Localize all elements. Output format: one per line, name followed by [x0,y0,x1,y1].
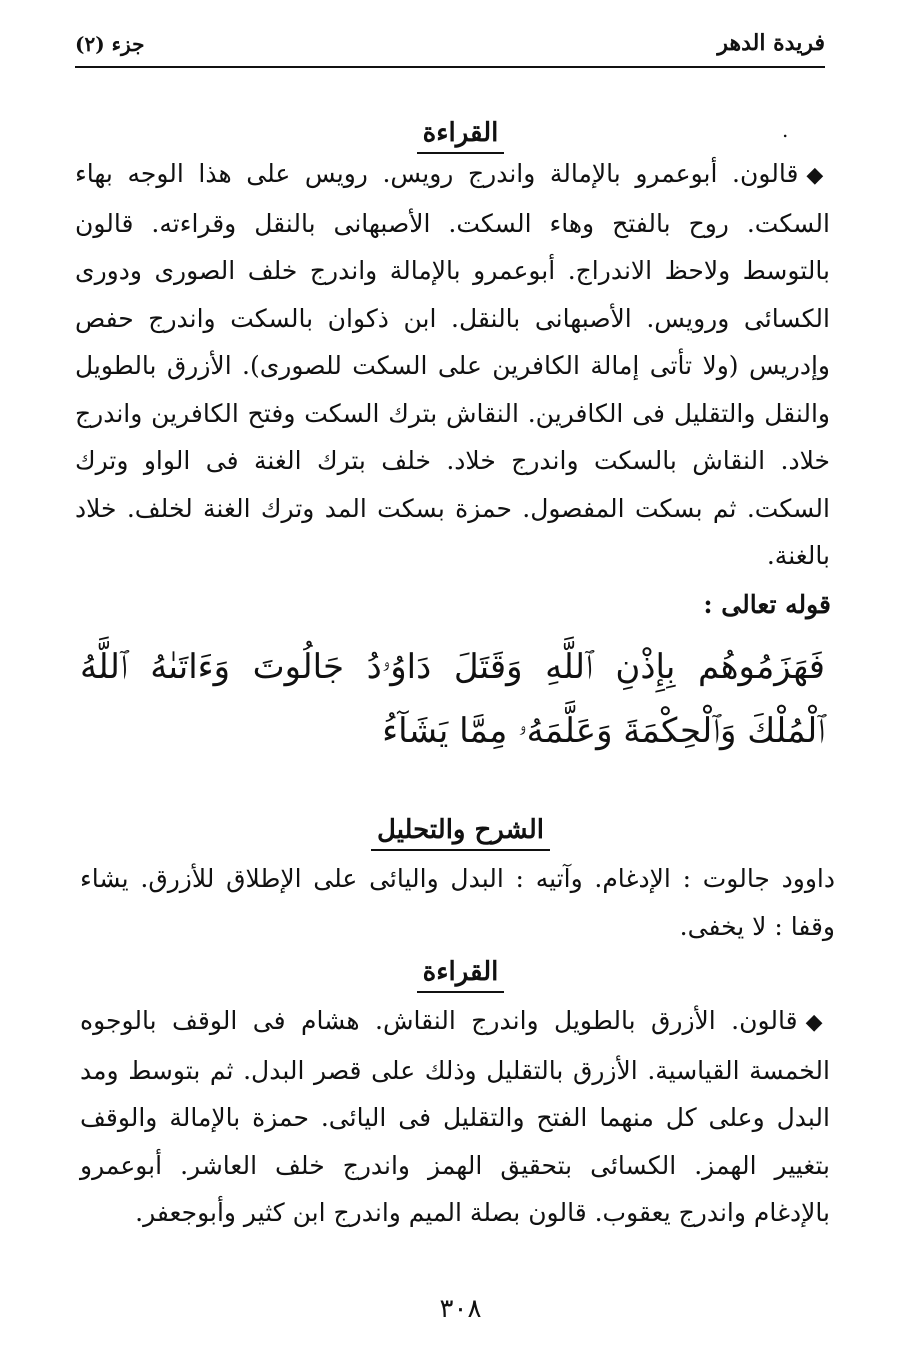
book-title: فريدة الدهر [717,30,825,56]
diamond-bullet-icon: ◆ [805,1010,830,1035]
reading-paragraph-2 [80,997,830,1237]
section-heading-explanation [0,815,921,851]
section-heading-reading-1 [0,118,921,154]
reading-paragraph-1 [75,150,830,580]
part-label: جزء (٢) [75,32,145,56]
section-heading-reading-2 [0,957,921,993]
heading-text: القراءة [417,118,505,154]
margin-dot: . [782,118,789,142]
paragraph-text: قالون. الأزرق بالطويل واندرج النقاش. هشام فى الوقف بالوجوه الخمسة القياسية. الأزرق بالتقليل وذلك على قصر البدل. ثم بتوسط ومد البدل وعلى كل منهما الفتح والتقليل فى اليائى. حمزة بالإمالة والوقف بتغيير الهمز. الكسائى بتحقيق الهمز واندرج خلف العاشر. أبوعمرو بالإدغام واندرج يعقوب. قالون بصلة الميم واندرج ابن كثير وأبوجعفر. [80,1006,830,1227]
heading-text: الشرح والتحليل [371,815,550,851]
running-header [75,28,825,68]
verse-intro: قوله تعالى : [703,590,831,619]
page-number: ٣٠٨ [439,1294,482,1324]
heading-text: القراءة [417,957,505,993]
explanation-paragraph [80,855,835,950]
paragraph-text: قالون. أبوعمرو بالإمالة واندرج رويس. رويس على هذا الوجه بهاء السكت. روح بالفتح وهاء السكت. الأصبهانى بالنقل وقراءته. قالون بالتوسط ولاحظ الاندراج. أبوعمرو بالإمالة واندرج خلف الصورى ودورى الكسائى ورويس. الأصبهانى بالنقل. ابن ذكوان بالسكت واندرج حفص وإدريس (ولا تأتى إمالة الكافرين على السكت للصورى). الأزرق بالطويل والنقل والتقليل فى الكافرين. النقاش بترك السكت وفتح الكافرين واندرج خلاد. النقاش بالسكت واندرج خلاد. خلف بترك الغنة فى الواو وترك السكت. ثم بسكت المفصول. حمزة بسكت المد وترك الغنة لخلف. خلاد بالغنة. [75,159,830,570]
paragraph-text: داوود جالوت : الإدغام. وآتيه : البدل واليائى على الإطلاق للأزرق. يشاء وقفا : لا يخفى. [80,864,835,941]
diamond-bullet-icon: ◆ [806,163,830,188]
quran-verse: فَهَزَمُوهُم بِإِذْنِ ٱللَّهِ وَقَتَلَ دَاوُۥدُ جَالُوتَ وَءَاتَىٰهُ ٱللَّهُ ٱلْمُلْكَ وَٱلْحِكْمَةَ وَعَلَّمَهُۥ مِمَّا يَشَآءُ [80,647,825,751]
